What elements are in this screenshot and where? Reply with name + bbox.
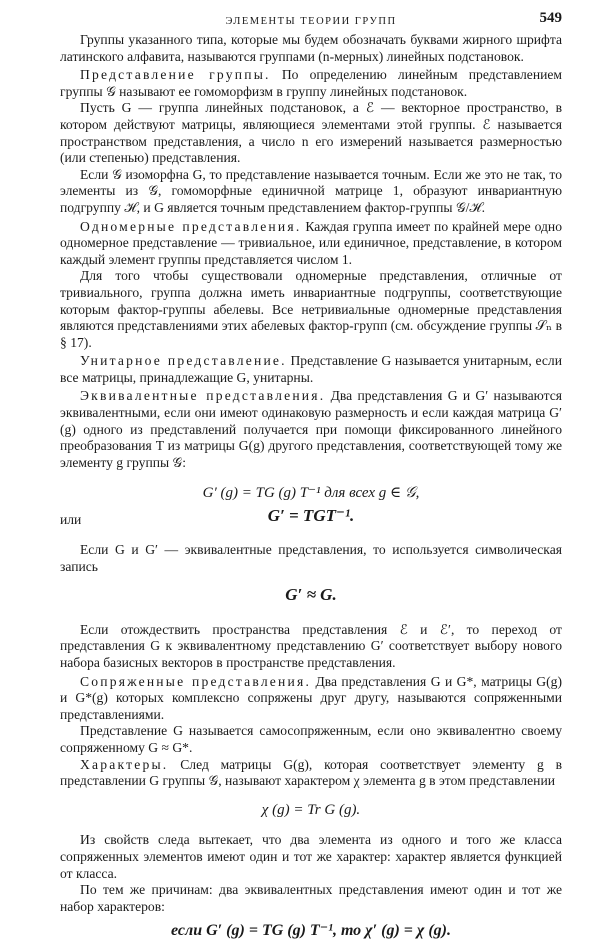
equation-row-or [60, 506, 562, 532]
running-title: ЭЛЕМЕНТЫ ТЕОРИИ ГРУПП [225, 16, 397, 27]
heading-conjugate: Сопряженные представления. [80, 673, 312, 689]
paragraph-equivalent [60, 388, 562, 471]
equation-approx: G′ ≈ G. [285, 585, 337, 605]
paragraph-identify-spaces: Если отождествить пространства представления ℰ и ℰ′, то переход от представления G к эквивалентному представлению G′ соответствует выбору нового набора базисных векторов в пространстве представления. [60, 621, 562, 670]
paragraph-class-function: Из свойств следа вытекает, что два элемента из одного и того же класса сопряженных элементов имеют один и тот же характер: характер является функцией от класса. [60, 832, 562, 881]
heading-unitary: Унитарное представление. [80, 353, 287, 369]
equation-equivalent-characters: если G′ (g) = TG (g) T⁻¹, то χ′ (g) = χ (g). [171, 922, 451, 940]
paragraph-representation-space: Пусть G — группа линейных подстановок, а ℰ — векторное пространство, в котором действуют матрицы, являющиеся элементами этой группы. ℰ называется пространством представления, а число n его измерений называется размерностью (или степенью) представления. [60, 100, 562, 166]
paragraph-faithful: Если 𝒢 изоморфна G, то представление называется точным. Если же это не так, то элементы из 𝒢, гомоморфные единичной матрице 1, образуют инвариантную подгруппу ℋ, и G является точным представлением фактор-группы 𝒢/ℋ. [60, 166, 562, 215]
text-conjugate: Два представления G и G*, матрицы G(g) и G*(g) которых комплексно сопряжены друг другу, называются сопряженными представлениями. [60, 673, 562, 722]
text-one-dimensional: Каждая группа имеет по крайней мере одно одномерное представление — тривиальное, или единичное, представление, в котором каждый элемент группы представляется числом 1. [60, 218, 563, 267]
text-characters: След матрицы G(g), которая соответствует элементу g в представлении G группы 𝒢, называют характером χ элемента g в этом представлении [60, 756, 562, 789]
paragraph-unitary [60, 353, 562, 386]
heading-equivalent: Эквивалентные представления. [80, 388, 326, 404]
equation-equivalence: G′ (g) = TG (g) T⁻¹ для всех g ∈ 𝒢, [202, 485, 420, 502]
heading-representation: Представление группы. [80, 67, 271, 83]
paragraph-one-dimensional-more: Для того чтобы существовали одномерные представления, отличные от тривиального, группа должна иметь инвариантные подгруппы, соответствующие которым фактор-группы абелевы. Все нетривиальные одномерные представления являются представлениями этих абелевых фактор-групп (см. обсуждение группы 𝒮ₙ в § 17). [60, 268, 562, 350]
text-unitary: Представление G называется унитарным, если все матрицы, принадлежащие G, унитарны. [60, 353, 562, 385]
paragraph-self-conjugate: Представление G называется самосопряженным, если оно эквивалентно своему сопряженному G ≈ G*. [60, 723, 562, 755]
paragraph-characters [60, 757, 562, 790]
page-header [60, 6, 562, 32]
paragraph-representation [60, 67, 562, 100]
heading-characters: Характеры. [80, 756, 169, 772]
paragraph-same-reasons: По тем же причинам: два эквивалентных представления имеют один и тот же набор характеров: [60, 882, 562, 914]
heading-one-dimensional: Одномерные представления. [80, 218, 302, 234]
equation-short-form: G′ = TGT⁻¹. [267, 506, 355, 526]
paragraph-conjugate [60, 674, 562, 724]
text-equivalent: Два представления G и G′ называются эквивалентными, если они имеют одинаковую размерность и если каждая матрица G′(g) одного из представлений получается при помощи фиксированного линейного преобразования T из матрицы G(g) другого представления, соответствующей тому же элементу g группы 𝒢: [60, 388, 562, 470]
paragraph-intro: Группы указанного типа, которые мы будем обозначать буквами жирного шрифта латинского алфавита, называются группами (n-мерных) линейных подстановок. [60, 32, 562, 64]
page-number: 549 [539, 10, 562, 26]
text-representation: По определению линейным представлением группы 𝒢 называют ее гомоморфизм в группу линейных подстановок. [60, 67, 563, 99]
word-or: или [60, 512, 82, 528]
paragraph-one-dimensional [60, 219, 562, 269]
paragraph-equivalent-symbol: Если G и G′ — эквивалентные представления, то используется символическая запись [60, 542, 562, 574]
equation-character: χ (g) = Tr G (g). [261, 801, 361, 818]
